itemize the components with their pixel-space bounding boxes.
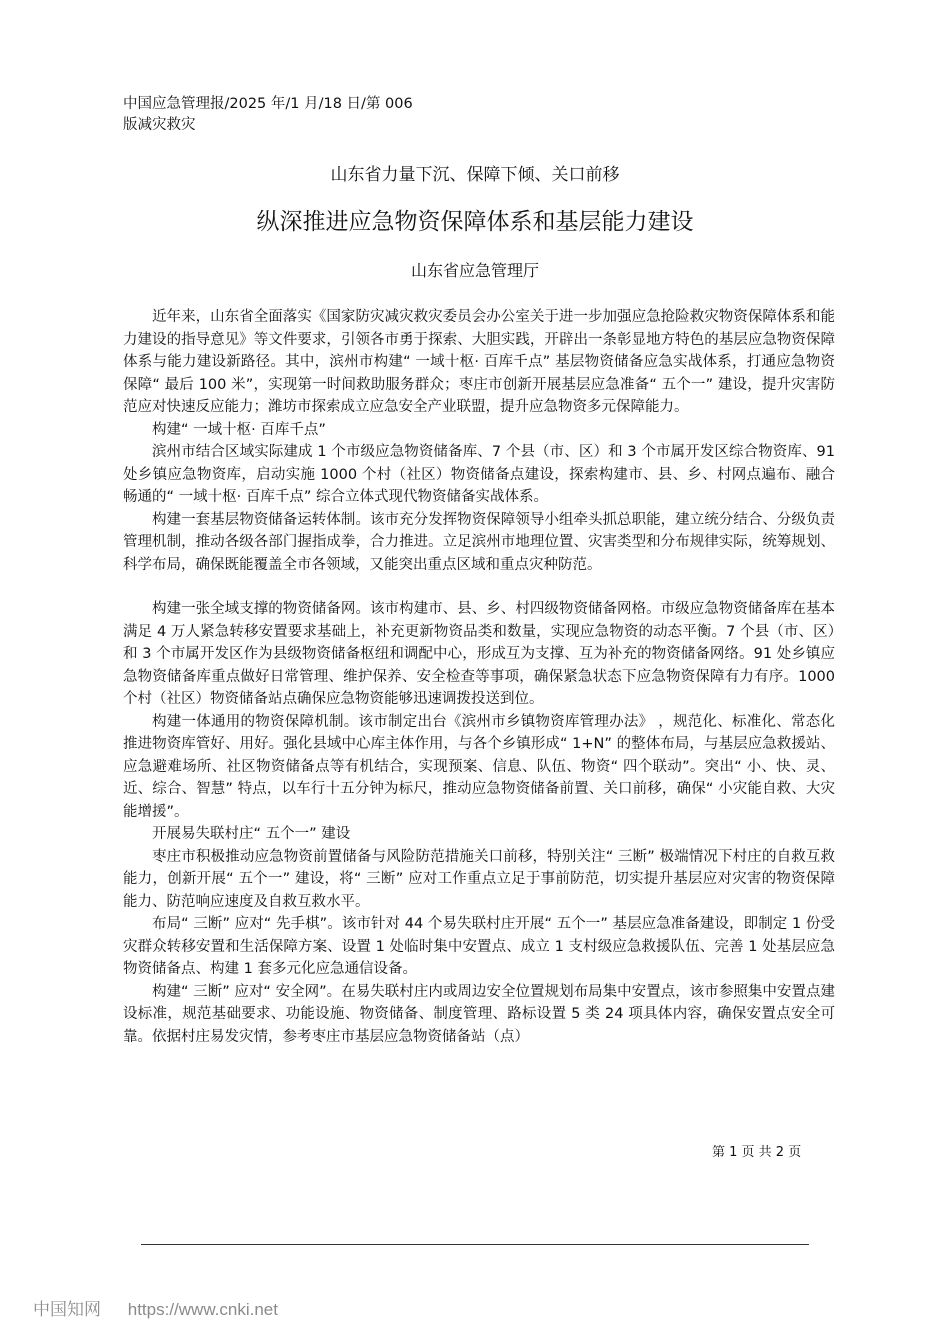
source-line-1: 中国应急管理报/2025 年/1 月/18 日/第 006 <box>123 96 413 112</box>
section-heading: 开展易失联村庄“ 五个一” 建设 <box>152 826 351 842</box>
paragraph: 构建一体通用的物资保障机制。该市制定出台《滨州市乡镇物资库管理办法》 ，规范化、标准化、常态化推进物资库管好、用好。强化县域中心库主体作用，与各个乡镇形成“ 1+N” 的整体布局，与基层应急救援站、应急避难场所、社区物资储备点等有机结合，实现预案、信息、队伍、物资“ 四个联动”。突出“ 小、快、灵、近、综合、智慧” 特点，以车行十五分钟为标尺，推动应急物资储备前置、关口前移，确保“ 小灾能自救、大灾能增援”。 <box>123 713 835 820</box>
paragraph: 枣庄市积极推动应急物资前置储备与风险防范措施关口前移，特别关注“ 三断” 极端情况下村庄的自救互救能力，创新开展“ 五个一” 建设，将“ 三断” 应对工作重点立足于事前防范，切实提升基层应对灾害的物资保障能力、防范响应速度及自救互救水平。 <box>123 848 835 910</box>
cnki-watermark <box>33 1295 278 1320</box>
article-subtitle: 山东省力量下沉、保障下倾、关口前移 <box>330 165 620 185</box>
paragraph: 滨州市结合区域实际建成 1 个市级应急物资储备库、7 个县（市、区）和 3 个市属开发区综合物资库、91 处乡镇应急物资库，启动实施 1000 个村（社区）物资储备点建设，探索构建市、县、乡、村网点遍布、融合畅通的“ 一域十枢· 百库千点” 综合立体式现代物资储备实战体系。 <box>123 444 835 505</box>
footer-divider <box>141 1244 809 1245</box>
source-line-2: 版减灾救灾 <box>123 117 196 133</box>
article-title: 纵深推进应急物资保障体系和基层能力建设 <box>256 209 694 235</box>
source-citation <box>123 94 413 136</box>
paragraph: 布局“ 三断” 应对“ 先手棋”。该市针对 44 个易失联村庄开展“ 五个一” 基层应急准备建设，即制定 1 份受灾群众转移安置和生活保障方案、设置 1 处临时集中安置点、成立 1 支村级应急救援队伍、完善 1 处基层应急物资储备点、构建 1 套多元化应急通信设备。 <box>123 916 835 977</box>
paragraph: 构建一套基层物资储备运转体制。该市充分发挥物资保障领导小组牵头抓总职能，建立统分结合、分级负责管理机制，推动各级各部门握指成拳，合力推进。立足滨州市地理位置、灾害类型和分布规律实际，统筹规划、科学布局，确保既能覆盖全市各领域，又能突出重点区域和重点灾种防范。 <box>123 511 835 573</box>
watermark-brand: 中国知网 <box>33 1300 101 1319</box>
article-body <box>123 306 835 1048</box>
paragraph: 构建“ 三断” 应对“ 安全网”。在易失联村庄内或周边安全位置规划布局集中安置点，该市参照集中安置点建设标准，规范基础要求、功能设施、物资储备、制度管理、路标设置 5 类 24 项具体内容，确保安置点安全可靠。依据村庄易发灾情，参考枣庄市基层应急物资储备站（点） <box>123 983 835 1045</box>
paragraph: 构建一张全域支撑的物资储备网。该市构建市、县、乡、村四级物资储备网格。市级应急物资储备库在基本满足 4 万人紧急转移安置要求基础上，补充更新物资品类和数量，实现应急物资的动态平衡。7 个县（市、区）和 3 个市属开发区作为县级物资储备枢纽和调配中心，形成互为支撑、互为补充的物资储备网络。91 处乡镇应急物资储备库重点做好日常管理、维护保养、安全检查等事项，确保紧急状态下应急物资保障有力有序。1000 个村（社区）物资储备站点确保应急物资能够迅速调拨投送到位。 <box>123 601 835 707</box>
watermark-url: https://www.cnki.net <box>127 1300 278 1319</box>
paragraph: 近年来，山东省全面落实《国家防灾减灾救灾委员会办公室关于进一步加强应急抢险救灾物资保障体系和能力建设的指导意见》等文件要求，引领各市勇于探索、大胆实践，开辟出一条彰显地方特色的基层应急物资保障体系与能力建设新路径。其中，滨州市构建“ 一域十枢· 百库千点” 基层物资储备应急实战体系，打通应急物资保障“ 最后 100 米”，实现第一时间救助服务群众；枣庄市创新开展基层应急准备“ 五个一” 建设，提升灾害防范应对快速反应能力；潍坊市探索成立应急安全产业联盟，提升应急物资多元保障能力。 <box>123 309 835 415</box>
section-heading: 构建“ 一域十枢· 百库千点” <box>152 421 326 438</box>
article-author: 山东省应急管理厅 <box>410 261 539 280</box>
page-indicator: 第 1 页 共 2 页 <box>712 1145 802 1160</box>
